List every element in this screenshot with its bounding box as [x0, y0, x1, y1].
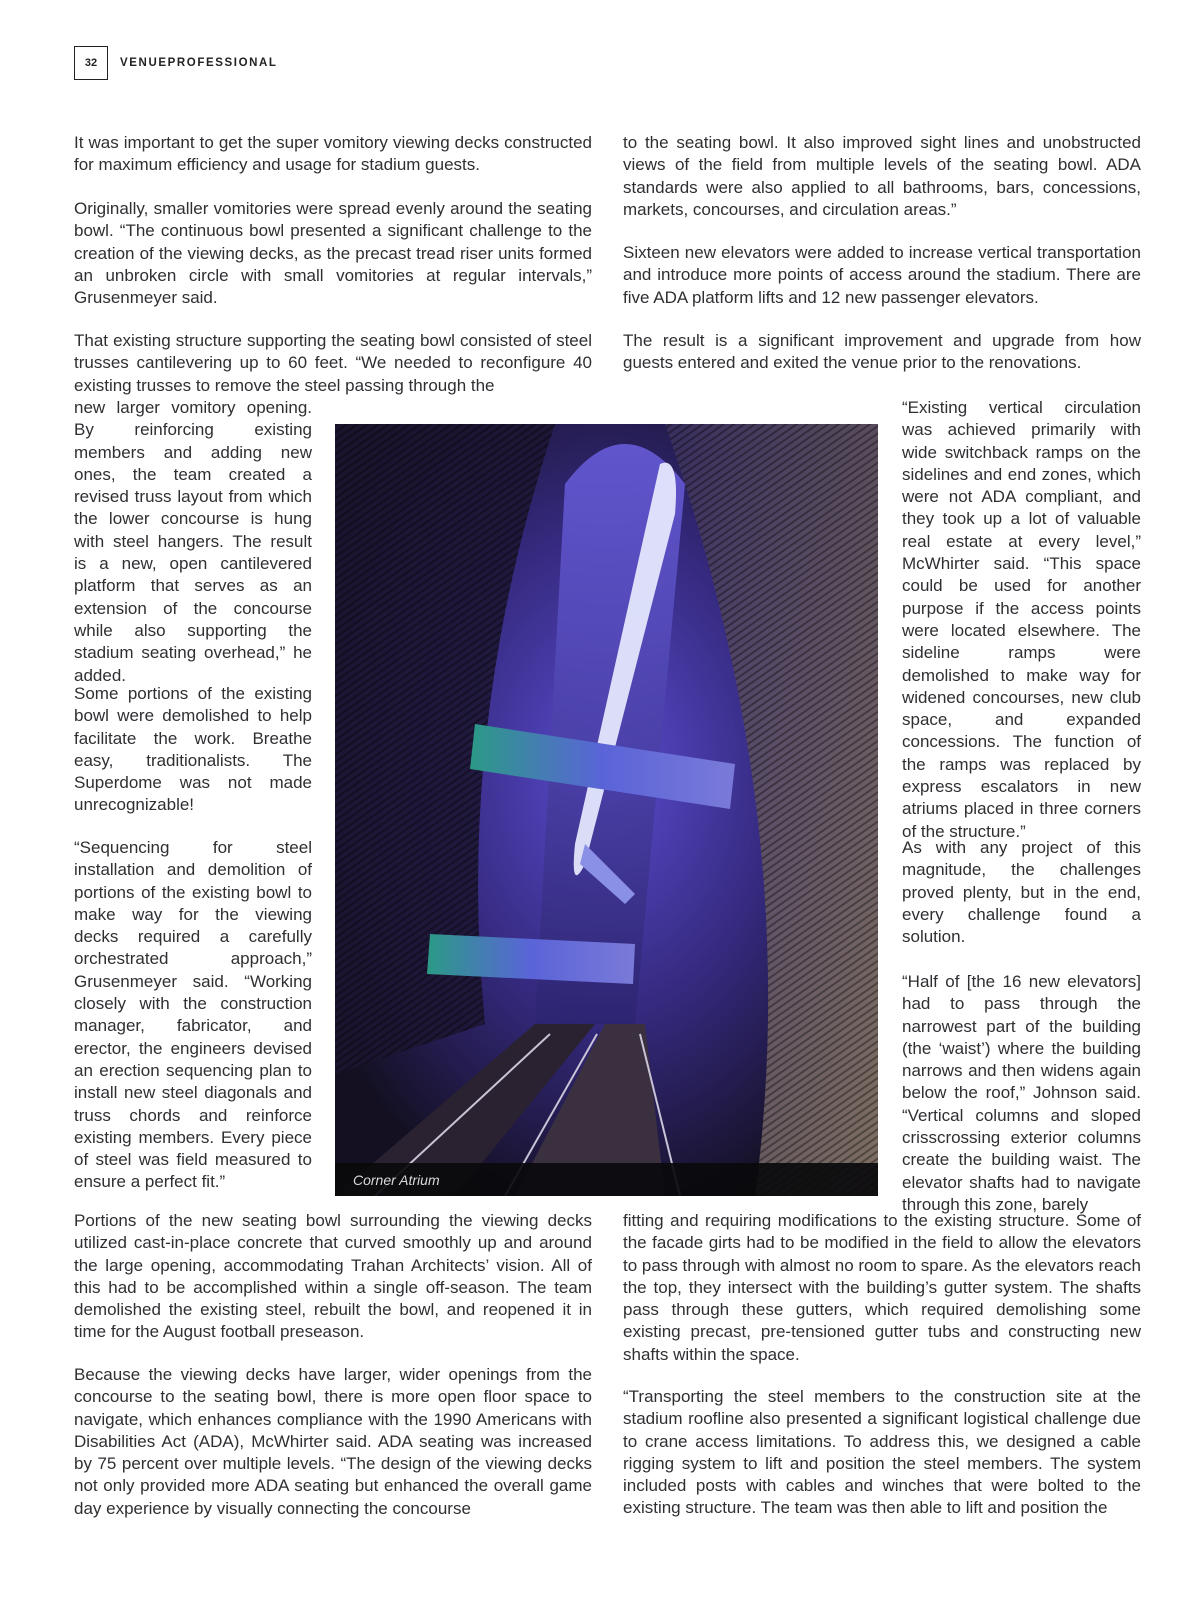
left-paragraph-5: “Sequencing for steel installation and demolition of portions of the existing bowl to make way for the viewing decks required a carefully orchestrated approach,” Grusenmeyer said. “Working closely with the construction manager, fabricator, and erector, the engineers devised an erection sequencing plan to install new steel diagonals and truss chords and reinforce existing members. Every piece of steel was field measured to ensure a perfect fit.”: [74, 838, 312, 1192]
left-paragraph-2: Originally, smaller vomitories were spread evenly around the seating bowl. “The continuous bowl presented a significant challenge to the creation of the viewing decks, as the precast tread riser units formed an unbroken circle with small vomitories at regular intervals,” Grusenmeyer said.: [74, 199, 592, 308]
right-paragraph-3: The result is a significant improvement and upgrade from how guests entered and exited the venue prior to the renovations.: [623, 331, 1141, 373]
right-paragraph-4: “Existing vertical circulation was achieved primarily with wide switchback ramps on the sidelines and end zones, which were not ADA compliant, and they took up a lot of valuable real estate at every level,” McWhirter said. “This space could be used for another purpose if the access points were located elsewhere. The sideline ramps were demolished to make way for widened concourses, new club space, and expanded concessions. The function of the ramps was replaced by express escalators in new atriums placed in three corners of the structure.”: [902, 398, 1141, 841]
left-paragraph-1: It was important to get the super vomitory viewing decks constructed for maximum efficiency and usage for stadium guests.: [74, 133, 592, 175]
left-paragraph-3-top: That existing structure supporting the seating bowl consisted of steel trusses cantilevering up to 60 feet. “We needed to reconfigure 40 existing trusses to remove the steel passing through the: [74, 331, 592, 395]
photo-caption: Corner Atrium: [353, 1172, 440, 1188]
masthead-bold: VENUE: [120, 57, 168, 69]
masthead-rest: PROFESSIONAL: [167, 57, 278, 69]
left-paragraph-4: Some portions of the existing bowl were demolished to help facilitate the work. Breathe easy, traditionalists. The Superdome was not made unrecognizable!: [74, 684, 312, 815]
left-paragraph-6: Portions of the new seating bowl surrounding the viewing decks utilized cast-in-place concrete that curved smoothly up and around the large opening, accommodating Trahan Architects’ vision. All of this had to be accomplished within a single off-season. The team demolished the existing steel, rebuilt the bowl, and reopened it in time for the August football preseason.: [74, 1211, 592, 1342]
right-paragraph-1: to the seating bowl. It also improved sight lines and unobstructed views of the field from multiple levels of the seating bowl. ADA standards were also applied to all bathrooms, bars, concessions, markets, concourses, and circulation areas.”: [623, 133, 1141, 219]
corner-atrium-photo: [335, 424, 878, 1196]
right-paragraph-6-wrap: “Half of [the 16 new elevators] had to pass through the narrowest part of the building (the ‘waist’) where the building narrows and then widens again below the roof,” Johnson said. “Vertical columns and sloped crisscrossing exterior columns create the building waist. The elevator shafts had to navigate through this zone, barely: [902, 972, 1141, 1214]
right-paragraph-5: As with any project of this magnitude, the challenges proved plenty, but in the end, every challenge found a solution.: [902, 838, 1141, 947]
left-paragraph-7: Because the viewing decks have larger, wider openings from the concourse to the seating bowl, there is more open floor space to navigate, which enhances compliance with the 1990 Americans with Disabilities Act (ADA), McWhirter said. ADA seating was increased by 75 percent over multiple levels. “The design of the viewing decks not only provided more ADA seating but enhanced the overall game day experience by visually connecting the concourse: [74, 1365, 592, 1518]
page-number: 32: [74, 46, 108, 80]
right-paragraph-6-bottom: fitting and requiring modifications to the existing structure. Some of the facade girts had to be modified in the field to allow the elevators to pass through with almost no room to spare. As the elevators reach the top, they intersect with the building’s gutter system. The shafts pass through these gutters, which required demolishing some existing precast, pre-tensioned gutter tubs and constructing new shafts within the space.: [623, 1211, 1141, 1364]
masthead: [120, 57, 278, 69]
atrium-illustration: [335, 424, 878, 1196]
page-header: [74, 45, 278, 81]
right-paragraph-2: Sixteen new elevators were added to increase vertical transportation and introduce more points of access around the stadium. There are five ADA platform lifts and 12 new passenger elevators.: [623, 243, 1141, 307]
left-paragraph-3-wrap: new larger vomitory opening. By reinforcing existing members and adding new ones, the team created a revised truss layout from which the lower concourse is hung with steel hangers. The result is a new, open cantilevered platform that serves as an extension of the concourse while also supporting the stadium seating overhead,” he added.: [74, 398, 312, 685]
right-paragraph-7: “Transporting the steel members to the construction site at the stadium roofline also presented a significant logistical challenge due to crane access limitations. To address this, we designed a cable rigging system to lift and position the steel members. The system included posts with cables and winches that were bolted to the existing structure. The team was then able to lift and position the: [623, 1387, 1141, 1518]
